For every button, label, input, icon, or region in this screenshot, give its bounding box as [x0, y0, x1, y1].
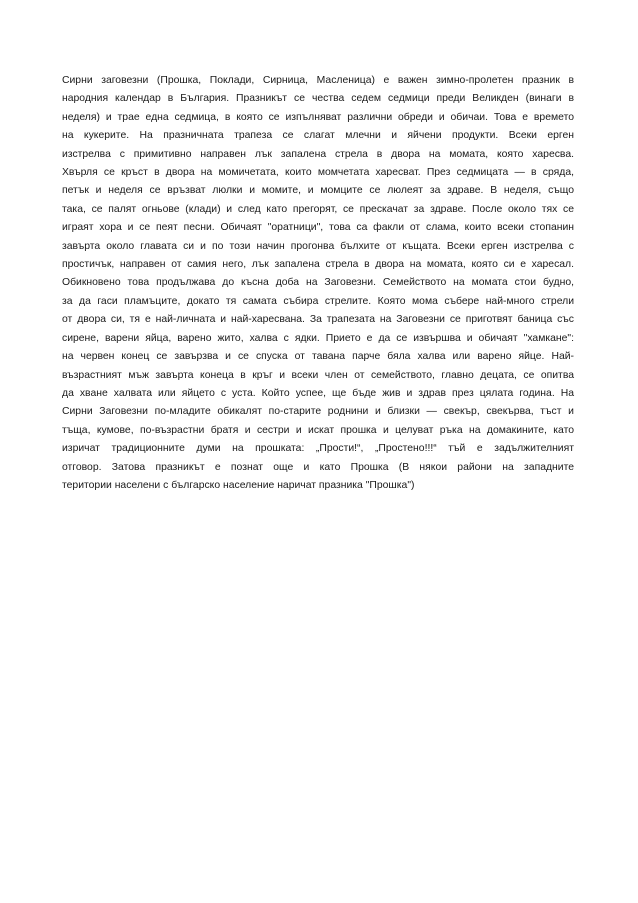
- text-line-1: Сирни заговезни (Прошка, Поклади, Сирница, Масленица) е важен зимно-пролетен празник в: [62, 75, 574, 86]
- text-line-9: играят хора и се пеят песни. Обичаят "оратници", това са факли от слама, които всеки стопанин: [62, 222, 574, 234]
- text-line-18: да хване халвата или яйцето с уста. Който успее, ще бъде жив и здрав през цялата година. На: [62, 387, 574, 399]
- text-line-22: отговор. Затова празникът е познат още и като Прошка (В някои райони на западните: [62, 461, 574, 473]
- text-line-7: петък и неделя се връзват люлки и момите, и момците се люлеят за здраве. В неделя, също: [62, 185, 574, 197]
- text-line-6: Хвърля се кръст в двора на момичетата, които момчетата харесват. През седмицата — в сряда,: [62, 167, 574, 179]
- text-line-21: изричат традиционните думи на прошката: „Прости!“, „Простено!!!“ тъй е задължителният: [62, 443, 574, 455]
- text-line-3: неделя) и трае една седмица, в която се изпълняват различни обреди и обичаи. Това е времето: [62, 111, 574, 123]
- text-line-19: Сирни Заговезни по-младите обикалят по-старите роднини и близки — свекър, свекърва, тъст и: [62, 406, 574, 418]
- text-line-15: сирене, варени яйца, варено жито, халва с ядки. Прието е да се извършва и обичаят "хамкане":: [62, 332, 574, 344]
- text-line-2: народния календар в България. Празникът се чества седем седмици преди Великден (винаги в: [62, 93, 574, 105]
- text-line-5: изстрелва с примитивно направен лък запалена стрела в двора на момата, която харесва.: [62, 148, 574, 160]
- text-line-13: за да гаси пламъците, докато тя самата събира стрелите. Която мома събере най-много стрели: [62, 295, 574, 307]
- body-text: [62, 72, 582, 495]
- text-line-17: възрастният мъж завърта конеца в кръг и всеки член от семейството, главно децата, се опитва: [62, 369, 574, 381]
- text-line-14: от двора си, тя е най-личната и най-харесвана. За трапезата на Заговезни се приготвят баница със: [62, 314, 574, 326]
- text-line-8: така, се палят огньове (клади) и след като прегорят, се прескачат за здраве. После около тях се: [62, 203, 574, 215]
- text-line-4: на кукерите. На празничната трапеза се слагат млечни и яйчени продукти. Всеки ерген: [62, 130, 574, 142]
- text-line-12: Обикновено това продължава до късна доба на Заговезни. Семейството на момата стои будно,: [62, 277, 574, 289]
- text-line-16: на червен конец се завързва и се спуска от тавана парче бяла халва или варено яйце. Най-: [62, 351, 574, 363]
- text-line-20: тъща, кумове, по-възрастни братя и сестри и искат прошка и целуват ръка на домакините, като: [62, 424, 574, 436]
- text-line-23: територии населени с българско население наричат празника "Прошка"): [62, 479, 415, 491]
- text-line-10: завърта около главата си и по този начин прогонва бълхите от къщата. Всеки ерген изстрелва с: [62, 240, 574, 252]
- text-line-11: простичък, направен от самия него, лък запалена стрела в двора на момата, която си е харесал.: [62, 259, 574, 271]
